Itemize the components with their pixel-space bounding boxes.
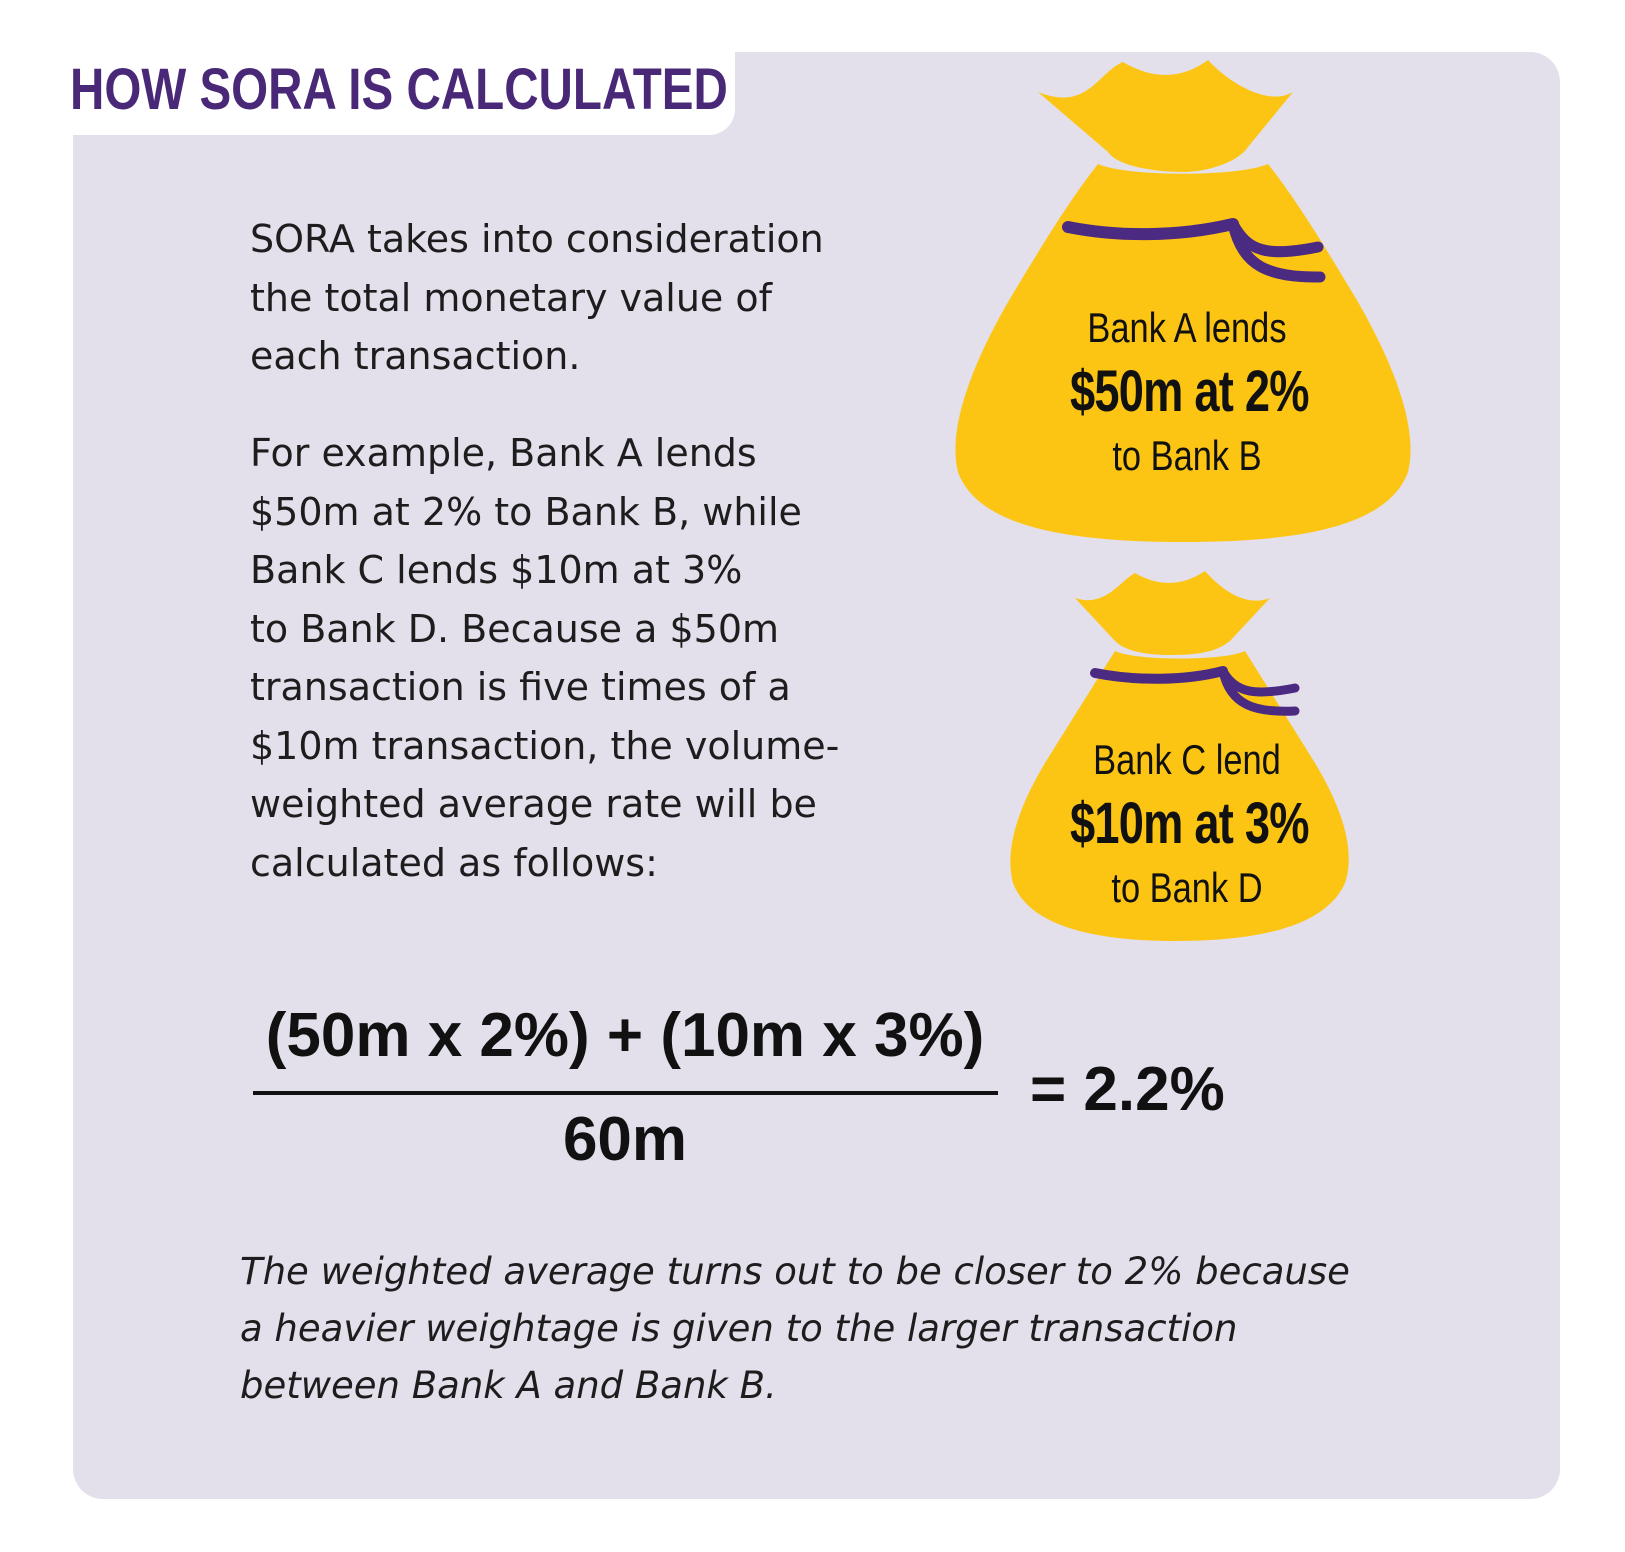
intro-line: the total monetary value of bbox=[250, 275, 773, 320]
page-title: HOW SORA IS CALCULATED bbox=[70, 57, 728, 122]
example-line: For example, Bank A lends bbox=[250, 431, 757, 475]
bag-c-line-1: Bank C lend bbox=[1093, 736, 1281, 783]
bag-a-line-3: to Bank B bbox=[1112, 432, 1262, 479]
intro-line: each transaction. bbox=[250, 334, 581, 378]
weighted-average-formula bbox=[250, 1000, 1230, 1174]
bag-a-line-2: $50m at 2% bbox=[1070, 359, 1309, 424]
bag-c-line-2: $10m at 3% bbox=[1070, 791, 1309, 856]
example-line: to Bank D. Because a $50m bbox=[250, 606, 780, 651]
note-line: a heavier weightage is given to the larger transaction bbox=[240, 1307, 1238, 1350]
example-line: weighted average rate will be bbox=[250, 782, 817, 826]
bag-a-label bbox=[1037, 296, 1337, 488]
explanation-note bbox=[240, 1243, 1350, 1414]
note-line: The weighted average turns out to be closer to 2% because bbox=[240, 1250, 1350, 1293]
intro-line: SORA takes into consideration bbox=[250, 217, 824, 261]
formula-result: = 2.2% bbox=[1030, 1055, 1225, 1124]
fraction-bar bbox=[253, 1091, 998, 1095]
example-paragraph bbox=[250, 424, 839, 892]
intro-paragraph bbox=[250, 210, 824, 386]
example-line: transaction is five times of a bbox=[250, 665, 791, 709]
note-line: between Bank A and Bank B. bbox=[240, 1364, 777, 1407]
example-line: calculated as follows: bbox=[250, 840, 658, 885]
bag-c-label bbox=[1037, 728, 1337, 920]
example-line: $50m at 2% to Bank B, while bbox=[250, 489, 802, 534]
bag-a-line-1: Bank A lends bbox=[1087, 304, 1287, 351]
example-line: Bank C lends $10m at 3% bbox=[250, 548, 743, 592]
formula-numerator: (50m x 2%) + (10m x 3%) bbox=[265, 1001, 985, 1070]
formula-denominator: 60m bbox=[562, 1105, 688, 1174]
bag-c-line-3: to Bank D bbox=[1111, 864, 1263, 911]
example-line: $10m transaction, the volume- bbox=[250, 723, 840, 768]
